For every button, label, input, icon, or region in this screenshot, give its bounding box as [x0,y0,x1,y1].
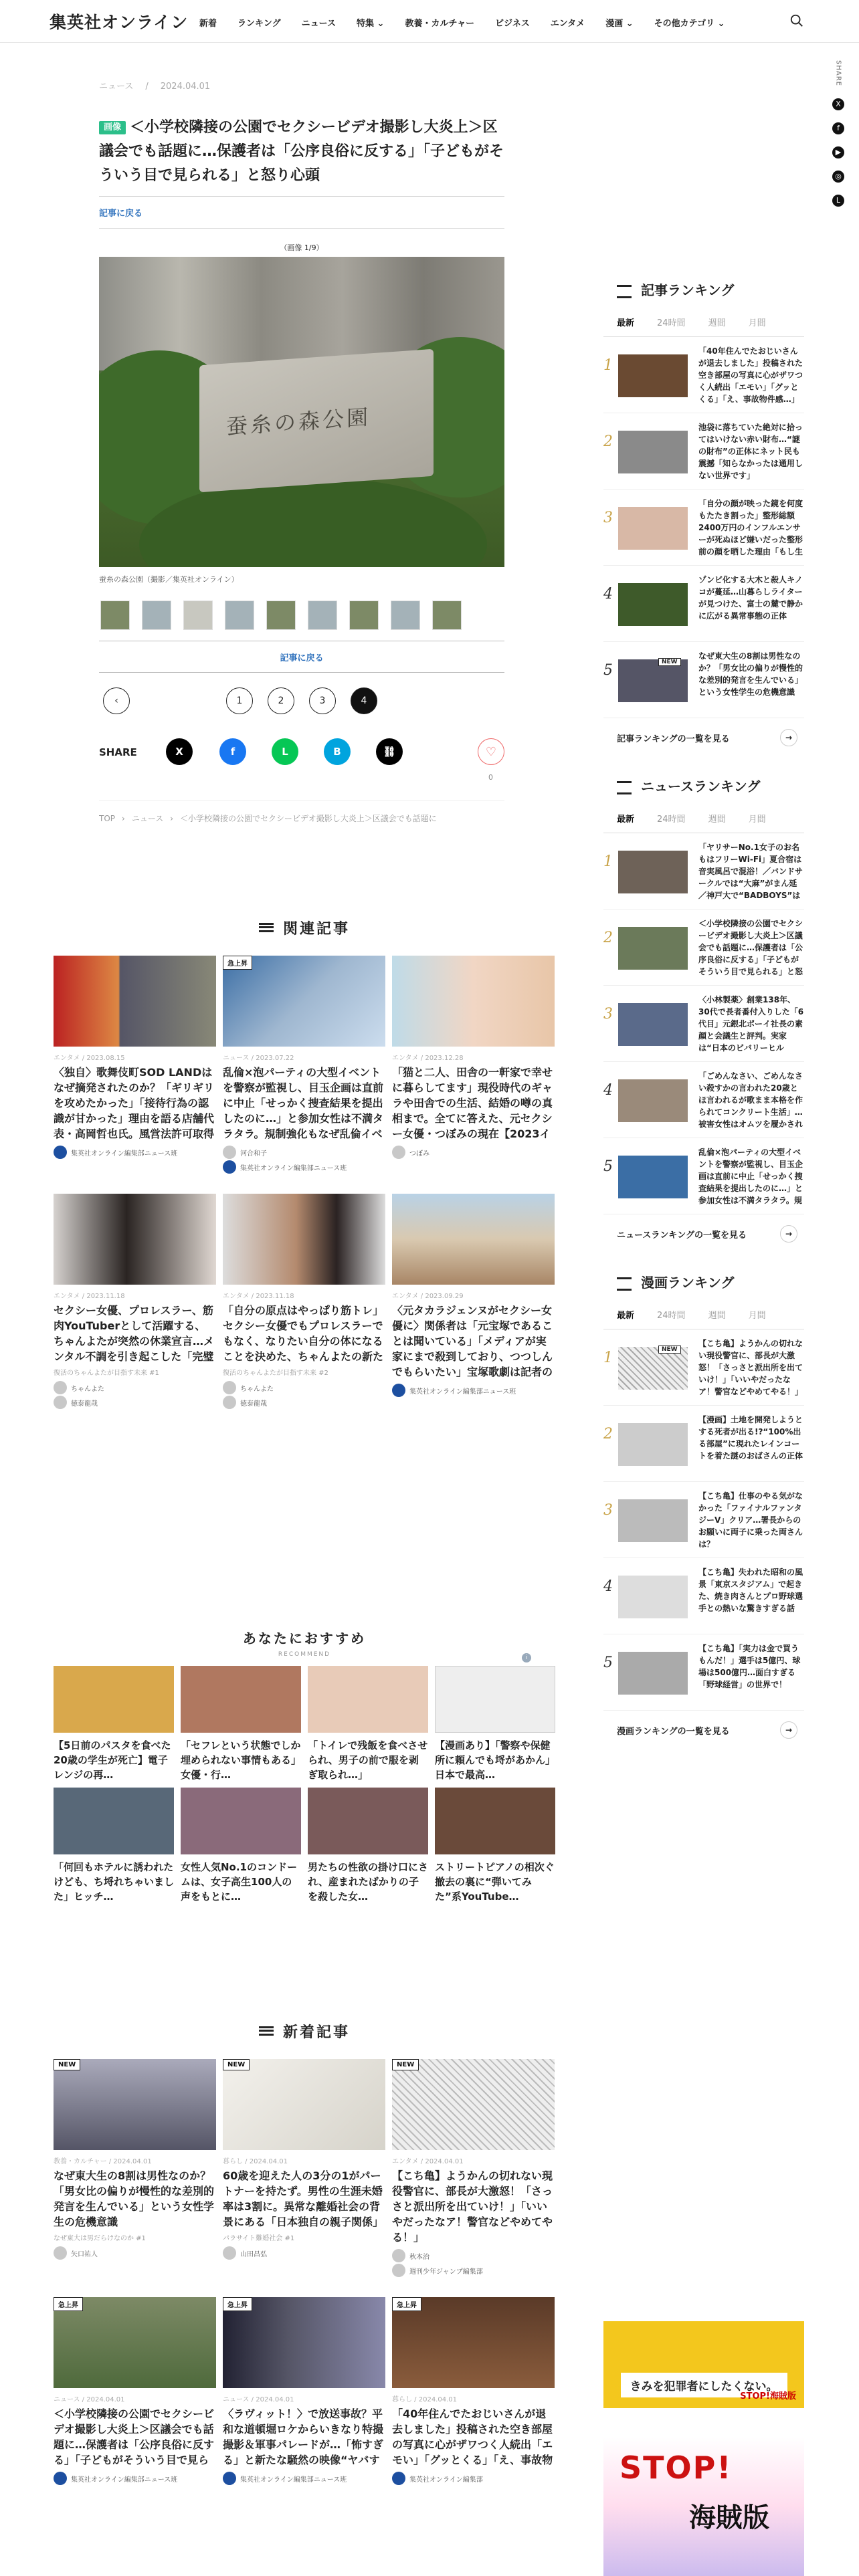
rank-number: 1 [603,853,613,870]
tab-latest[interactable]: 最新 [617,1311,635,1321]
recommend-thumbnail [435,1788,555,1854]
ranking-item[interactable] [603,986,804,1062]
recommend-card[interactable] [435,1666,555,1782]
new-badge: NEW [658,658,681,666]
new-badge: NEW [658,1346,681,1354]
x-share-icon[interactable]: X [166,738,193,765]
anti-piracy-banner[interactable] [603,2321,804,2408]
youtube-icon[interactable]: ▶ [832,146,844,158]
article-thumbnail [223,1194,385,1285]
avatar [392,1146,405,1159]
card-meta: エンタメ / 2023.08.15 [54,1055,125,1062]
avatar [223,2246,236,2260]
article-ranking-more[interactable]: 記事ランキングの一覧を見る → [603,729,804,746]
manga-ranking-title: 漫画ランキング [603,1272,804,1296]
ranking-item[interactable] [603,490,804,566]
recommend-card[interactable] [308,1788,428,1904]
related-row-2 [54,1194,555,1409]
related-row-1 [54,956,555,1174]
breadcrumb-news[interactable]: ニュース [131,814,164,823]
arrow-right-icon: → [780,729,797,746]
recommend-title: あなたにおすすめ [242,1630,367,1646]
trending-badge: 急上昇 [223,2297,252,2311]
divider [99,228,504,229]
avatar [223,1146,236,1159]
ranking-tabs [603,1301,804,1329]
card-title: 「自分の原点はやっぱり筋トレ」セクシー女優でもプロレスラーでもなく、なりたい自分の体になることを決めた、ちゃんよたの新た [223,1304,384,1363]
newest-title: 新着記事 [54,2021,555,2042]
card-author: 秋本治 [392,2249,555,2262]
card-title: セクシー女優、プロレスラー、筋肉YouTuberとして活躍する、ちゃんよたが突然の休業宣言…メンタル不調を引き起こした「完璧 [54,1304,215,1363]
card-author: 矢口祐人 [54,2246,216,2260]
card-author: 集英社オンライン編集部ニュース班 [54,2472,216,2485]
avatar [54,2472,67,2485]
nav-item-new[interactable]: 新着 [199,19,217,29]
card-title: 60歳を迎えた人の3分の1がパートナーを持たず。男性の生涯未婚率は3割に。異常な離婚社会の背景にある「日本独自の親子関係」 [223,2169,384,2228]
article-ranking-title: 記事ランキング [603,280,804,304]
thumbnail[interactable] [432,601,462,630]
rank-number: 5 [603,1158,613,1175]
ranking-title: 【こち亀】仕事のやる気がなかった「ファイナルファンタジーV」クリア…署長からのお願いに両子に乗った両さんは？ [698,1491,803,1549]
nav-item-culture[interactable]: 教養・カルチャー [405,19,475,29]
x-icon[interactable]: X [832,98,844,110]
recommend-title-text: 女性人気No.1のコンドームは、女子高生100人の声をもとに… [181,1861,297,1903]
ad-info-icon[interactable]: i [522,1653,531,1662]
article-main [99,79,504,824]
article-thumbnail [392,2297,555,2388]
ranking-item[interactable] [603,642,804,718]
pagination [99,687,504,717]
recommend-row-1 [54,1666,555,1782]
stone-inscription: 蚕糸の森公園 [226,404,371,440]
card-author: ちゃんよた [223,1381,385,1394]
card-author: 集英社オンライン編集部 [392,2472,555,2485]
rank-number: 4 [603,1082,613,1099]
nav-item-manga[interactable]: 漫画 ⌄ [605,19,634,29]
tab-weekly[interactable]: 週間 [708,815,726,825]
main-photo[interactable] [99,257,504,567]
ranking-title: 【漫画】土地を開発しようとする死者が出る!?“100%出る部屋”に現れたレインコートを着た謎のおばさんの正体 [698,1415,803,1461]
rank-number: 1 [603,1350,613,1366]
park-stone [199,349,434,492]
tab-latest[interactable]: 最新 [617,815,635,825]
card-title: 乱倫×泡パーティの大型イベントを警察が監視し、目玉企画は直前に中止「せっかく捜査結果を提出したのに…」と参加女性は不満タラタラ。規制強化もなぜ乱倫イベ [223,1066,384,1140]
divider [99,196,504,197]
ranking-thumbnail [618,1347,688,1390]
ranking-thumbnail [618,1003,688,1046]
card-author: 山田昌弘 [223,2246,385,2260]
avatar [223,2472,236,2485]
sidebar [603,280,804,1768]
search-icon[interactable] [789,13,804,28]
card-author: 集英社オンライン編集部ニュース班 [223,1160,385,1174]
recommend-thumbnail [308,1788,428,1854]
ranking-thumbnail [618,507,688,550]
tab-24h[interactable]: 24時間 [657,318,686,328]
banner-stop-text: STOP!海賊版 [740,2391,796,2401]
series-label: なぜ東大は男だらけなのか #1 [54,2235,146,2242]
arrow-right-icon: → [780,1721,797,1739]
ranking-thumbnail [618,1499,688,1542]
card-title: 〈ラヴィット！〉で放送事故？平和な道頓堀ロケからいきなり特撮撮影＆軍事パレードが…「怖すぎる」と新たな騒然の映像“ヤバす [223,2407,384,2466]
card-author: 週刊少年ジャンプ編集部 [392,2264,555,2277]
card-meta: エンタメ / 2023.11.18 [54,1293,125,1300]
article-card[interactable] [223,956,385,1174]
article-card[interactable] [223,1194,385,1409]
headline-text: ＜小学校隣接の公園でセクシービデオ撮影し大炎上＞区議会でも話題に…保護者は「公序良俗に反する」「子どもがそういう目で見られる」と怒り心頭 [99,119,504,184]
card-meta: ニュース / 2024.04.01 [54,2396,125,2403]
ranking-thumbnail [618,1652,688,1695]
newest-row-2 [54,2297,555,2485]
recommend-section [54,1628,555,1904]
avatar [392,2472,405,2485]
arrow-right-icon: → [780,1225,797,1243]
card-author: 集英社オンライン編集部ニュース班 [223,2472,385,2485]
card-title: 「猫と二人、田舎の一軒家で幸せに暮らしてます」現役時代のギャラや田舎での生活、結婚の噂の真相まで。全てに答えた、元セクシー女優・つぼみの現在【2023イ [392,1066,553,1140]
card-meta: エンタメ / 2024.04.01 [392,2158,464,2165]
avatar [392,1384,405,1397]
tab-weekly[interactable]: 週間 [708,1311,726,1321]
avatar [54,2246,67,2260]
rank-number: 3 [603,1006,613,1023]
related-title: 関連記事 [54,918,555,938]
site-header [0,0,859,43]
article-thumbnail [54,1194,216,1285]
ranking-title: 「自分の顔が映った鏡を何度もたたき割った」整形総額2400万円のインフルエンサーが死ぬほど嫌いだった整形前の顔を晒した理由「もし生 [698,499,803,556]
ranking-thumbnail [618,431,688,473]
back-to-article-button[interactable]: 記事に戻る [99,641,504,673]
thumbnail[interactable] [349,601,379,630]
tab-24h[interactable]: 24時間 [657,1311,686,1321]
thumbnail[interactable] [308,601,337,630]
like-count: 0 [488,773,493,782]
avatar [392,2264,405,2277]
card-meta: ニュース / 2023.07.22 [223,1055,294,1062]
banner-text: きみを犯罪者にしたくない。 [621,2373,787,2397]
news-ranking-title: ニュースランキング [603,776,804,800]
article-thumbnail [392,1194,555,1285]
article-thumbnail [223,956,385,1047]
card-meta: エンタメ / 2023.09.29 [392,1293,464,1300]
recommend-thumbnail [308,1666,428,1733]
page-3[interactable]: 3 [309,687,336,714]
ranking-title: 池袋に落ちていた絶対に拾ってはいけない赤い財布…“謎の財布”の正体にネット民も震撼「知らなかったは通用しない世界です」 [698,423,803,480]
recommend-thumbnail [54,1788,174,1854]
article-card[interactable] [392,1194,555,1409]
stop-piracy-banner[interactable] [603,2438,804,2576]
card-meta: エンタメ / 2023.11.18 [223,1293,294,1300]
recommend-card[interactable] [435,1788,555,1904]
ranking-item[interactable] [603,1062,804,1138]
article-thumbnail [54,2297,216,2388]
share-rail-label: SHARE [834,60,842,86]
avatar [54,1396,67,1409]
new-badge: NEW [223,2059,250,2070]
crumb-date: 2024.04.01 [160,82,211,92]
page-2[interactable]: 2 [268,687,294,714]
rank-number: 2 [603,1426,613,1442]
ranking-title: 〈小林製薬〉創業138年、30代で長者番付入りした「6代目」元銀北ポーイ社長の素顔と会議生と評判。実家は“日本のビバリーヒル [698,995,804,1053]
rank-number: 2 [603,930,613,946]
chevron-down-icon: ⌄ [626,19,634,29]
thumbnail[interactable] [266,601,296,630]
tab-monthly[interactable]: 月間 [748,815,766,825]
rank-number: 5 [603,662,613,679]
ranking-item[interactable] [603,1482,804,1558]
article-thumbnail [392,956,555,1047]
avatar [223,1381,236,1394]
back-to-article-link[interactable]: 記事に戻る [99,209,143,219]
ranking-title: 【こち亀】ようかんの切れない現役警官に、部長が大激怒！「さっさと派出所を出ていけ！」「いいやだったなア！警官などやめてやる！」 [698,1339,803,1396]
card-meta: 教養・カルチャー / 2024.04.01 [54,2158,152,2165]
card-author: 河合和子 [223,1146,385,1159]
manga-ranking [603,1272,804,1739]
ranking-title: 【こち亀】「実力は金で買うもんだ！」選手は5億円、球場は500億円…面白すぎる「野球経営」の世界で！ [698,1644,801,1689]
recommend-thumbnail [435,1666,555,1733]
tab-24h[interactable]: 24時間 [657,815,686,825]
series-label: 復活のちゃんよたが目指す未来 #2 [223,1370,328,1377]
prev-page-button[interactable]: ‹ [103,687,130,714]
tab-latest[interactable]: 最新 [617,318,635,328]
card-title: 【こち亀】ようかんの切れない現役警官に、部長が大激怒！「さっさと派出所を出ていけ！」「いいやだったなア！警官などやめてやる！」 [392,2169,553,2244]
facebook-share-icon[interactable]: f [219,738,246,765]
article-ranking [603,280,804,746]
image-tag: 画像 [99,121,126,134]
nav-item-news[interactable]: ニュース [301,19,336,29]
article-card[interactable] [223,2059,385,2277]
ranking-item[interactable] [603,1634,804,1711]
card-title: 〈独自〉歌舞伎町SOD LANDはなぜ摘発されたのか？「ギリギリを攻めたかった」「接待行為の認識が甘かった」理由を語る店舗代表・高岡哲也氏。風営法許可取得 [54,1066,215,1140]
thumbnail-strip [99,601,504,630]
card-title: 〈元タカラジェンヌがセクシー女優に〉関係者は「元宝塚であることは聞いている」「メディアが実家にまで殺到しており、つつしんでもらいたい」宝塚歌劇は記者の [392,1304,553,1378]
rank-number: 2 [603,433,613,450]
hatena-share-icon[interactable]: B [324,738,351,765]
recommend-title-text: ストリートピアノの相次ぐ撤去の裏に“弾いてみた”系YouTube… [435,1861,555,1903]
article-card[interactable] [392,956,555,1174]
rank-number: 1 [603,357,613,374]
avatar [223,1160,236,1174]
ranking-thumbnail [618,1576,688,1618]
article-thumbnail [223,2059,385,2150]
card-meta: エンタメ / 2023.12.28 [392,1055,464,1062]
series-label: 復活のちゃんよたが目指す未来 #1 [54,1370,159,1377]
ranking-title: 【こち亀】失われた昭和の風景「東京スタジアム」で起きた、焼き肉さんとプロ野球選手との熱いな驚きすぎる話 [698,1568,803,1613]
ranking-item[interactable] [603,1406,804,1482]
series-label: パラサイト難婚社会 #1 [223,2235,295,2242]
thumbnail[interactable] [225,601,254,630]
menu-lines-icon [259,2026,274,2036]
recommend-subtitle: RECOMMEND [278,1651,331,1658]
ranking-title: 「ヤリサーNo.1女子のお名もはフリーWi-Fi」夏合宿は音実風呂で混浴！／バンドサークルでは“大麻”がまん延／神戸大で“BADBOYS”は [698,843,803,900]
page-title [99,116,504,188]
card-author: ちゃんよた [54,1381,216,1394]
article-card[interactable] [223,2297,385,2485]
article-crumb: ニュース / 2024.04.01 [99,82,211,92]
rank-number: 4 [603,586,613,603]
card-meta: 暮らし / 2024.04.01 [392,2396,457,2403]
news-ranking-more[interactable]: ニュースランキングの一覧を見る → [603,1225,804,1243]
tab-monthly[interactable]: 月間 [748,318,766,328]
recommend-title-text: 「トイレで残飯を食べさせられ、男子の前で服を剥ぎ取られ…」 [308,1739,428,1781]
newest-row-1 [54,2059,555,2277]
trending-badge: 急上昇 [392,2297,421,2311]
ranking-item[interactable] [603,1138,804,1214]
share-label: SHARE [99,746,137,758]
recommend-card[interactable] [181,1666,301,1782]
related-articles [54,918,555,1409]
photo-caption: 蚕糸の森公園（撮影／集英社オンライン） [99,575,239,584]
ranking-item[interactable] [603,413,804,490]
ranking-thumbnail [618,354,688,397]
article-thumbnail [54,2059,216,2150]
rank-number: 4 [603,1578,613,1595]
card-author: つぼみ [392,1146,555,1159]
thumbnail[interactable] [183,601,213,630]
article-card[interactable] [54,956,216,1174]
news-ranking [603,776,804,1243]
global-nav [199,16,725,29]
ranking-title: なぜ東大生の8割は男性なのか？「男女比の偏りが慢性的な差別的発言を生んでいる」という女性学生の危機意識 [698,651,803,697]
breadcrumb-top[interactable]: TOP [99,814,116,823]
trending-badge: 急上昇 [223,956,252,970]
recommend-title-text: 「何回もホテルに誘われたけども、ち埒れちゃいました」ヒッチ… [54,1861,174,1903]
instagram-icon[interactable]: ◎ [832,171,844,183]
card-meta: ニュース / 2024.04.01 [223,2396,294,2403]
ranking-item[interactable] [603,337,804,413]
nav-item-entame[interactable]: エンタメ [550,19,585,29]
line-icon[interactable]: L [832,195,844,207]
rank-number: 5 [603,1654,613,1671]
breadcrumb-current: ＜小学校隣接の公園でセクシービデオ撮影し大炎上＞区議会でも話題に [180,814,437,823]
share-row [99,738,504,782]
nav-item-other[interactable]: その他カテゴリ ⌄ [654,19,725,29]
avatar [223,1396,236,1409]
avatar [54,1146,67,1159]
recommend-card[interactable] [181,1788,301,1904]
article-card[interactable] [392,2059,555,2277]
recommend-thumbnail [54,1666,174,1733]
ranking-item[interactable] [603,833,804,909]
ranking-item[interactable] [603,1558,804,1634]
ranking-thumbnail [618,1079,688,1122]
article-card[interactable] [54,2059,216,2277]
avatar [392,2249,405,2262]
new-badge: NEW [392,2059,419,2070]
card-title: ＜小学校隣接の公園でセクシービデオ撮影し大炎上＞区議会でも話題に…保護者は「公序良俗に反する」「子どもがそういう目で見ら [54,2407,215,2466]
site-logo[interactable]: 集英社オンライン [50,13,189,32]
crumb-section[interactable]: ニュース [99,82,134,92]
card-title: 「40年住んでたおじいさんが退去しました」投稿された空き部屋の写真に心がザワつく人続出「エモい」「グッとくる」「え、事故物 [392,2407,553,2466]
ranking-title: 「ごめんなさい、ごめんなさい殺すかの言われた20歳とほ言われるが歌まま本格を作られてコンクリート生活」…被害女性はオムツを履かされ [698,1071,803,1129]
ranking-thumbnail [618,1156,688,1198]
article-thumbnail [54,956,216,1047]
recommend-card[interactable] [308,1666,428,1782]
thumbnail[interactable] [100,601,130,630]
recommend-card[interactable] [54,1666,174,1782]
ranking-tabs [603,805,804,833]
nav-item-ranking[interactable]: ランキング [237,19,281,29]
card-author: 集英社オンライン編集部ニュース班 [54,1146,216,1159]
link-copy-icon[interactable]: ⛓ [376,738,403,765]
card-meta: 暮らし / 2024.04.01 [223,2158,288,2165]
rank-number: 3 [603,1502,613,1519]
breadcrumb: TOP › ニュース › ＜小学校隣接の公園でセクシービデオ撮影し大炎上＞区議会でも話題に [99,800,504,824]
ranking-thumbnail [618,1423,688,1466]
avatar [54,1381,67,1394]
trending-badge: 急上昇 [54,2297,83,2311]
recommend-card[interactable] [54,1788,174,1904]
chevron-down-icon: ⌄ [717,19,725,29]
menu-lines-icon [259,923,274,932]
card-title: なぜ東大生の8割は男性なのか？「男女比の偏りが慢性的な差別的発言を生んでいる」という女性学生の危機意識 [54,2169,215,2228]
page-1[interactable]: 1 [226,687,253,714]
tab-monthly[interactable]: 月間 [748,1311,766,1321]
manga-ranking-more[interactable]: 漫画ランキングの一覧を見る → [603,1721,804,1739]
recommend-thumbnail [181,1666,301,1733]
facebook-icon[interactable]: f [832,122,844,134]
heart-icon[interactable]: ♡ [478,738,504,765]
chevron-down-icon: ⌄ [377,19,385,29]
article-card[interactable] [54,2297,216,2485]
nav-item-business[interactable]: ビジネス [495,19,530,29]
tab-weekly[interactable]: 週間 [708,318,726,328]
ranking-thumbnail [618,927,688,970]
card-author: 徳泰龍哉 [223,1396,385,1409]
ranking-thumbnail [618,583,688,626]
ranking-item[interactable] [603,1329,804,1406]
ranking-title: ＜小学校隣接の公園でセクシービデオ撮影し大炎上＞区議会でも話題に…保護者は「公序良俗に反する」「子どもがそういう目で見られる」と怒 [698,919,803,976]
ranking-thumbnail [618,851,688,893]
recommend-row-2 [54,1788,555,1904]
recommend-title-text: 「セフレという状態でしか埋められない事情もある」女優・行… [181,1739,301,1781]
new-badge: NEW [54,2059,80,2070]
recommend-title-text: 【5日前のパスタを食べた20歳の学生が死亡】電子レンジの再… [54,1739,171,1781]
rank-number: 3 [603,510,613,526]
article-thumbnail [392,2059,555,2150]
ranking-tabs [603,309,804,337]
ranking-thumbnail [618,659,688,702]
share-rail [830,60,846,207]
page-4[interactable]: 4 [351,687,377,714]
newest-articles [54,2021,555,2485]
thumbnail[interactable] [142,601,171,630]
article-card[interactable] [392,2297,555,2485]
recommend-thumbnail [181,1788,301,1854]
article-thumbnail [223,2297,385,2388]
card-author: 徳泰龍哉 [54,1396,216,1409]
recommend-title-text: 男たちの性欲の掛け口にされ、産まれたばかりの子を殺した女… [308,1861,428,1903]
thumbnail[interactable] [391,601,420,630]
ranking-title: ゾンビ化する大木と殺人キノコが蔓延…山暮らしライターが見つけた、富士の麓で静かに広がる異常事態の正体 [698,575,803,621]
banner-stop-heading: STOP! [619,2450,733,2486]
image-counter: （画像 1/9） [280,243,324,252]
ranking-item[interactable] [603,909,804,986]
ranking-title: 乱倫×泡パーティの大型イベントを警察が監視し、目玉企画は直前に中止「せっかく捜査結果を提出したのに…」と参加女性は不満タラタラ。規 [698,1148,803,1205]
nav-item-feature[interactable]: 特集 ⌄ [357,19,385,29]
ranking-item[interactable] [603,566,804,642]
article-card[interactable] [54,1194,216,1409]
card-author: 集英社オンライン編集部ニュース班 [392,1384,555,1397]
line-share-icon[interactable]: L [272,738,298,765]
banner-piracy-heading: 海賊版 [689,2502,769,2533]
ranking-title: 「40年住んでたおじいさんが退去しました」投稿された空き部屋の写真に心がザワつく人続出「エモい」「グッとくる」「え、事故物件感…」 [698,346,803,404]
recommend-title-text: 【漫画あり】「警察や保健所に頼んでも埒があかん」日本で最高… [435,1739,555,1781]
